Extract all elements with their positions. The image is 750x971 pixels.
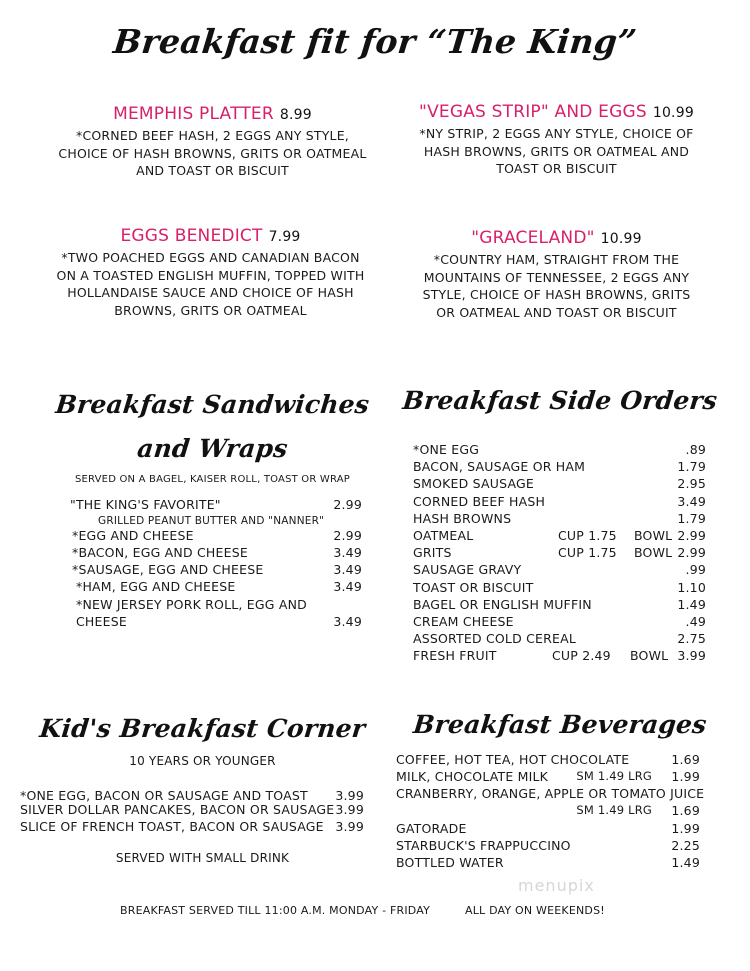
section-subtitle: 10 YEARS OR YOUNGER bbox=[129, 754, 276, 768]
sandwich-name: *BACON, EGG AND CHEESE bbox=[72, 545, 248, 560]
section-title-sandwiches: Breakfast Sandwiches bbox=[54, 390, 371, 419]
beverage-price: 1.69 bbox=[671, 803, 700, 818]
sandwich-note: GRILLED PEANUT BUTTER AND "NANNER" bbox=[98, 515, 325, 527]
side-order-price: 1.79 bbox=[677, 510, 706, 526]
side-order-cup: CUP 1.75 bbox=[558, 545, 617, 561]
side-order-name: BACON, SAUSAGE OR HAM bbox=[413, 459, 586, 475]
side-order-name: CREAM CHEESE bbox=[413, 614, 514, 629]
beverage-name: COFFEE, HOT TEA, HOT CHOCOLATE bbox=[396, 752, 630, 767]
footer-weekends: ALL DAY ON WEEKENDS! bbox=[465, 904, 605, 917]
section-title-beverages: Breakfast Beverages bbox=[411, 710, 709, 739]
side-order-price: .99 bbox=[685, 562, 706, 578]
menu-item-graceland bbox=[384, 228, 729, 321]
side-order-price: 3.49 bbox=[677, 493, 706, 509]
item-price: 10.99 bbox=[652, 105, 694, 121]
kids-item-price: 3.99 bbox=[335, 788, 364, 803]
beverage-price: 1.69 bbox=[671, 752, 700, 767]
beverage-name: BOTTLED WATER bbox=[396, 855, 504, 870]
kids-item-name: SLICE OF FRENCH TOAST, BACON OR SAUSAGE bbox=[20, 819, 324, 834]
side-order-name: HASH BROWNS bbox=[413, 510, 512, 526]
item-price: 8.99 bbox=[279, 107, 312, 123]
sandwich-price: 2.99 bbox=[333, 528, 362, 543]
side-order-cup: CUP 2.49 bbox=[552, 648, 611, 664]
side-order-price: 3.99 bbox=[677, 648, 706, 664]
item-description: *CORNED BEEF HASH, 2 EGGS ANY STYLE, CHOICE OF HASH BROWNS, GRITS OR OATMEAL AND TOAST OR BISCUIT bbox=[58, 128, 367, 178]
side-order-name: *ONE EGG bbox=[413, 442, 480, 457]
side-order-name: CORNED BEEF HASH bbox=[413, 493, 546, 509]
kids-note: SERVED WITH SMALL DRINK bbox=[115, 851, 290, 865]
beverage-price: 1.99 bbox=[671, 769, 700, 784]
beverage-name: CRANBERRY, ORANGE, APPLE OR TOMATO JUICE bbox=[396, 786, 705, 801]
menu-item-vegas-strip bbox=[384, 102, 729, 178]
kids-item-name: SILVER DOLLAR PANCAKES, BACON OR SAUSAGE bbox=[20, 802, 335, 817]
section-title-sandwiches-line2: and Wraps bbox=[135, 434, 290, 463]
side-order-bowl: BOWL bbox=[630, 648, 669, 664]
side-order-bowl: BOWL bbox=[634, 545, 673, 561]
sandwich-price: 3.49 bbox=[333, 614, 362, 629]
item-description: *NY STRIP, 2 EGGS ANY STYLE, CHOICE OF HASH BROWNS, GRITS OR OATMEAL AND TOAST OR BISCUIT bbox=[419, 126, 694, 176]
item-name: EGGS BENEDICT bbox=[120, 226, 263, 246]
item-description: *TWO POACHED EGGS AND CANADIAN BACON ON A TOASTED ENGLISH MUFFIN, TOPPED WITH HOLLANDAISE SAUCE AND CHOICE OF HASH BROWNS, GRITS OR OATMEAL bbox=[56, 250, 365, 318]
section-title-sides: Breakfast Side Orders bbox=[401, 386, 719, 415]
beverage-price: 1.49 bbox=[671, 855, 700, 870]
item-name: "GRACELAND" bbox=[471, 228, 595, 248]
side-order-price: .89 bbox=[685, 442, 706, 457]
item-price: 10.99 bbox=[600, 231, 642, 247]
item-name: MEMPHIS PLATTER bbox=[113, 104, 274, 124]
sandwich-name: *NEW JERSEY PORK ROLL, EGG AND bbox=[76, 597, 307, 612]
side-order-price: 2.75 bbox=[677, 631, 706, 647]
side-order-name: SMOKED SAUSAGE bbox=[413, 476, 535, 492]
beverage-sizes: SM 1.49 LRG bbox=[576, 803, 652, 817]
sandwich-name: "THE KING'S FAVORITE" bbox=[70, 497, 221, 512]
sandwich-name: CHEESE bbox=[76, 614, 127, 629]
beverage-price: 2.25 bbox=[671, 838, 700, 853]
side-order-name: OATMEAL bbox=[413, 528, 474, 543]
footer-hours: BREAKFAST SERVED TILL 11:00 A.M. MONDAY - FRIDAY bbox=[120, 904, 431, 917]
sandwich-price: 3.49 bbox=[333, 562, 362, 577]
side-order-price: 2.95 bbox=[677, 476, 706, 492]
side-order-name: TOAST OR BISCUIT bbox=[413, 579, 534, 595]
kids-item-price: 3.99 bbox=[335, 802, 364, 817]
sandwich-name: *SAUSAGE, EGG AND CHEESE bbox=[72, 562, 264, 577]
page-title: Breakfast fit for “The King” bbox=[111, 22, 639, 61]
beverage-price: 1.99 bbox=[671, 821, 700, 836]
sandwich-price: 3.49 bbox=[333, 545, 362, 560]
watermark-logo: menupix bbox=[518, 876, 595, 895]
side-order-name: ASSORTED COLD CEREAL bbox=[413, 631, 577, 647]
beverage-name: MILK, CHOCOLATE MILK bbox=[396, 769, 549, 784]
side-order-price: 1.49 bbox=[677, 596, 706, 612]
side-order-name: GRITS bbox=[413, 545, 452, 561]
beverage-name: STARBUCK'S FRAPPUCCINO bbox=[396, 838, 571, 853]
section-subtitle: SERVED ON A BAGEL, KAISER ROLL, TOAST OR WRAP bbox=[74, 474, 351, 485]
side-order-price: 1.79 bbox=[677, 459, 706, 475]
beverage-sizes: SM 1.49 LRG bbox=[576, 769, 652, 783]
item-price: 7.99 bbox=[268, 229, 301, 245]
kids-item-name: *ONE EGG, BACON OR SAUSAGE AND TOAST bbox=[20, 788, 308, 803]
side-order-price: 2.99 bbox=[677, 528, 706, 543]
side-order-name: FRESH FRUIT bbox=[413, 648, 497, 664]
kids-item-price: 3.99 bbox=[335, 819, 364, 834]
side-order-price: 2.99 bbox=[677, 545, 706, 561]
side-order-name: BAGEL OR ENGLISH MUFFIN bbox=[413, 596, 592, 612]
side-order-price: .49 bbox=[685, 614, 706, 629]
side-order-name: SAUSAGE GRAVY bbox=[413, 562, 522, 578]
item-name: "VEGAS STRIP" AND EGGS bbox=[419, 102, 647, 122]
side-order-cup: CUP 1.75 bbox=[558, 528, 617, 543]
item-description: *COUNTRY HAM, STRAIGHT FROM THE MOUNTAINS OF TENNESSEE, 2 EGGS ANY STYLE, CHOICE OF HASH BROWNS, GRITS OR OATMEAL AND TOAST OR BISCUIT bbox=[422, 252, 691, 320]
sandwich-name: *EGG AND CHEESE bbox=[72, 528, 194, 543]
side-order-bowl: BOWL bbox=[634, 528, 673, 543]
menu-item-memphis-platter bbox=[40, 104, 385, 180]
section-title-kids: Kid's Breakfast Corner bbox=[38, 714, 367, 743]
side-order-price: 1.10 bbox=[677, 579, 706, 595]
menu-item-eggs-benedict bbox=[38, 226, 383, 319]
sandwich-price: 3.49 bbox=[333, 579, 362, 594]
sandwich-price: 2.99 bbox=[333, 497, 362, 512]
beverage-name: GATORADE bbox=[396, 821, 467, 836]
sandwich-name: *HAM, EGG AND CHEESE bbox=[76, 579, 236, 594]
